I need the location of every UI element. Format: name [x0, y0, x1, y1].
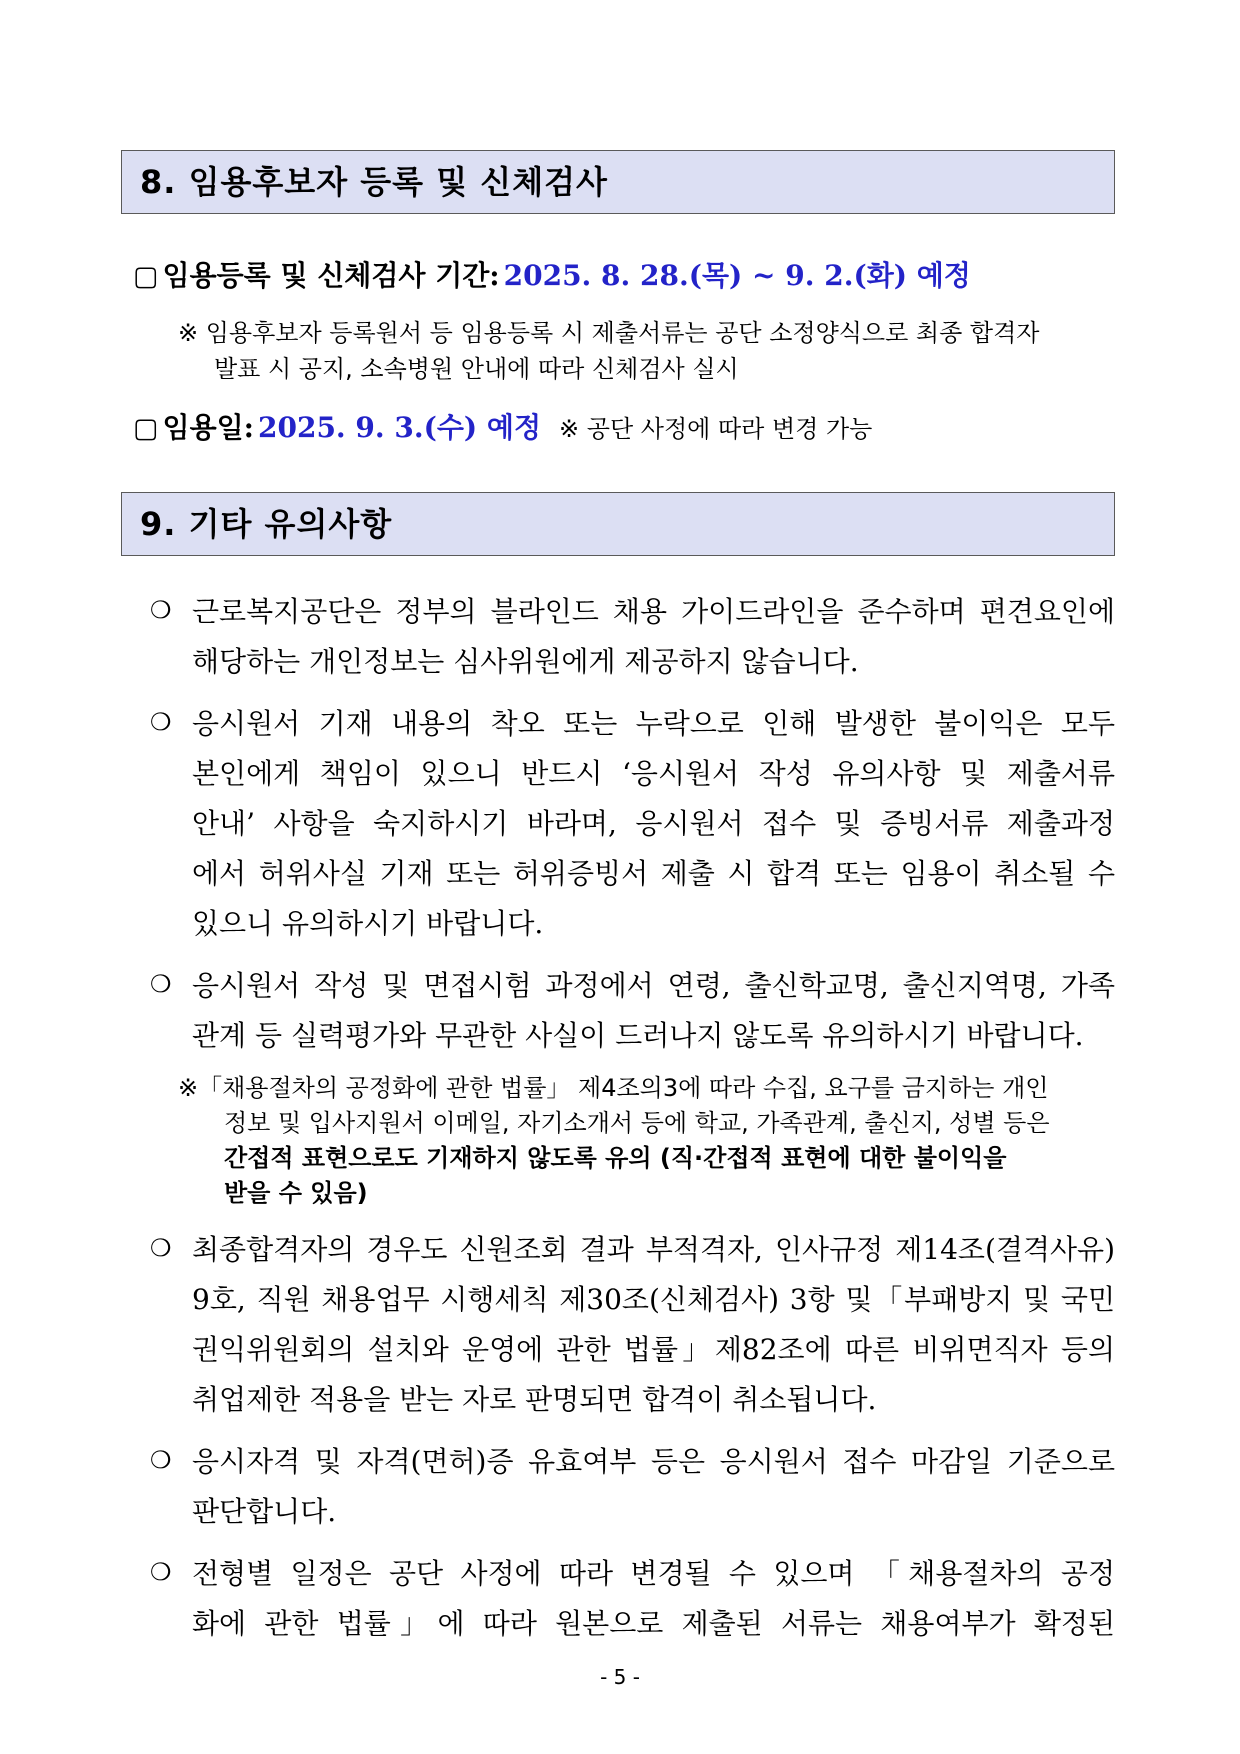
- registration-period-label: 임용등록 및 신체검사 기간:: [162, 259, 500, 292]
- p1-line-1: 근로복지공단은 정부의 블라인드 채용 가이드라인을 준수하며 편견요인에: [192, 595, 1115, 628]
- checkbox-bullet: ▢: [133, 261, 159, 292]
- p3-line-2: 관계 등 실력평가와 무관한 사실이 드러나지 않도록 유의하시기 바랍니다.: [192, 1019, 1084, 1052]
- circle-bullet: ❍: [150, 1446, 172, 1474]
- section-9-title: 9. 기타 유의사항: [140, 505, 393, 543]
- p2-line-2: 본인에게 책임이 있으니 반드시 ‘응시원서 작성 유의사항 및 제출서류: [192, 757, 1115, 790]
- appointment-date-item: [133, 406, 872, 446]
- p2-line-4: 에서 허위사실 기재 또는 허위증빙서 제출 시 합격 또는 임용이 취소될 수: [192, 857, 1115, 890]
- law-note-line-2: 정보 및 입사지원서 이메일, 자기소개서 등에 학교, 가족관계, 출신지, 성별 등은: [224, 1109, 1050, 1137]
- registration-period-value: 2025. 8. 28.(목) ~ 9. 2.(화) 예정: [503, 259, 971, 292]
- circle-bullet: ❍: [150, 708, 172, 736]
- p4-line-3: 권익위원회의 설치와 운영에 관한 법률」제82조에 따른 비위면직자 등의: [192, 1333, 1115, 1366]
- law-note-line-1: ※「채용절차의 공정화에 관한 법률」 제4조의3에 따라 수집, 요구를 금지하는 개인: [178, 1074, 1049, 1102]
- p4-line-4: 취업제한 적용을 받는 자로 판명되면 합격이 취소됩니다.: [192, 1383, 877, 1416]
- note-mark: ※: [178, 1074, 199, 1102]
- circle-bullet: ❍: [150, 596, 172, 624]
- p2-line-3: 안내’ 사항을 숙지하시기 바라며, 응시원서 접수 및 증빙서류 제출과정: [192, 807, 1115, 840]
- registration-period-item: [133, 254, 971, 294]
- p4-line-2: 9호, 직원 채용업무 시행세칙 제30조(신체검사) 3항 및「부패방지 및 국민: [192, 1283, 1115, 1316]
- law-note-line-3: 간접적 표현으로도 기재하지 않도록 유의 (직·간접적 표현에 대한 불이익을: [224, 1144, 1007, 1172]
- registration-note-line-2: 발표 시 공지, 소속병원 안내에 따라 신체검사 실시: [214, 355, 739, 383]
- note-mark: ※: [178, 319, 199, 347]
- p6-line-2: 화에 관한 법률」에 따라 원본으로 제출된 서류는 채용여부가 확정된: [192, 1607, 1115, 1640]
- section-8-title: 8. 임용후보자 등록 및 신체검사: [140, 163, 608, 201]
- law-note-line-4: 받을 수 있음): [224, 1179, 368, 1207]
- p4-line-1: 최종합격자의 경우도 신원조회 결과 부적격자, 인사규정 제14조(결격사유): [192, 1233, 1115, 1266]
- registration-note-line-1: [178, 313, 1039, 348]
- page-number: - 5 -: [600, 1665, 640, 1689]
- p3-line-1: 응시원서 작성 및 면접시험 과정에서 연령, 출신학교명, 출신지역명, 가족: [192, 969, 1115, 1002]
- appointment-date-value: 2025. 9. 3.(수) 예정: [258, 411, 542, 444]
- p2-line-1: 응시원서 기재 내용의 착오 또는 누락으로 인해 발생한 불이익은 모두: [192, 707, 1115, 740]
- p5-line-2: 판단합니다.: [192, 1495, 337, 1528]
- checkbox-bullet: ▢: [133, 413, 159, 444]
- p2-line-5: 있으니 유의하시기 바랍니다.: [192, 907, 544, 940]
- section-9-header: [121, 492, 1115, 556]
- note-text: 임용후보자 등록원서 등 임용등록 시 제출서류는 공단 소정양식으로 최종 합격자: [205, 319, 1040, 347]
- p1-line-2: 해당하는 개인정보는 심사위원에게 제공하지 않습니다.: [192, 645, 859, 678]
- section-8-header: [121, 150, 1115, 214]
- appointment-date-label: 임용일:: [162, 411, 254, 444]
- p5-line-1: 응시자격 및 자격(면허)증 유효여부 등은 응시원서 접수 마감일 기준으로: [192, 1445, 1115, 1478]
- appointment-date-note: ※ 공단 사정에 따라 변경 가능: [559, 415, 873, 443]
- circle-bullet: ❍: [150, 1558, 172, 1586]
- circle-bullet: ❍: [150, 1234, 172, 1262]
- p6-line-1: 전형별 일정은 공단 사정에 따라 변경될 수 있으며 「채용절차의 공정: [192, 1557, 1115, 1590]
- circle-bullet: ❍: [150, 970, 172, 998]
